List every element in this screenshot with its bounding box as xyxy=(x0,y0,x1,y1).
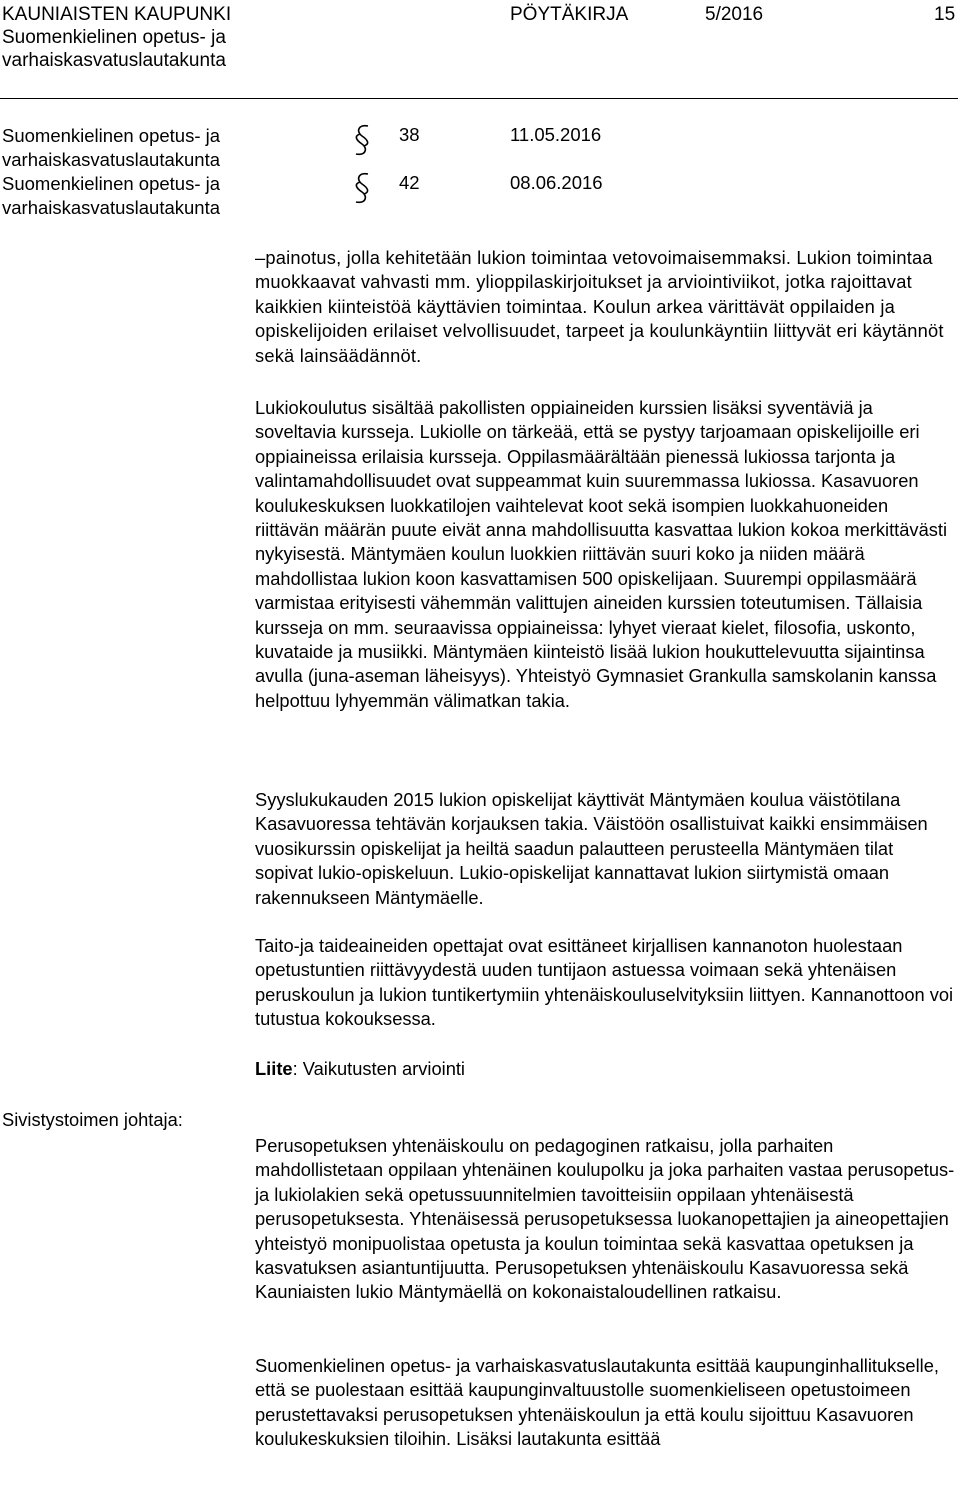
doc-type: PÖYTÄKIRJA xyxy=(510,4,629,25)
paragraph-5 xyxy=(255,1134,955,1305)
paragraph-text: Lukiokoulutus sisältää pakollisten oppiaineiden kurssien lisäksi syventäviä ja soveltavia kursseja. Lukiolle on tärkeää, että se pystyy tarjoamaan opiskelijoille eri oppiaineissa erilaisia kursseja. Oppilasmäärältään pienessä lukiossa tarjonta ja valintamahdollisuudet ovat suppeammat kuin suuremmassa lukiossa. Kasavuoren koulukeskuksen luokkatilojen vaihtelevat koot sekä isompien luokkahuoneiden riittävän määrän puute eivät anna mahdollisuutta kasvattaa lukion kokoa merkittävästi nykyisestä. Mäntymäen koulun luokkien riittävän suuri koko ja niiden määrä mahdollistaa lukion koon kasvattamisen 500 opiskelijaan. Suurempi oppilasmäärä varmistaa erityisesti vähemmän valittujen aineiden kurssien toteutumisen. Tällaisia kursseja on mm. seuraavissa oppiaineissa: lyhyet vieraat kielet, filosofia, uskonto, kuvataide ja musiikki. Mäntymäen kiinteistö lisää lukion houkuttelevuutta sijaintinsa avulla (juna-aseman läheisyys). Yhteistyö Gymnasiet Grankulla samskolanin kanssa helpottuu lyhyemmän välimatkan takia. xyxy=(255,397,948,711)
attachment-text: : Vaikutusten arviointi xyxy=(292,1058,465,1079)
paragraph-2 xyxy=(255,396,955,713)
doc-number: 5/2016 xyxy=(705,4,764,25)
org-line-3: varhaiskasvatuslautakunta xyxy=(2,50,226,71)
reference-body-line: Suomenkielinen opetus- ja xyxy=(2,173,221,194)
header-org xyxy=(2,3,231,72)
org-line-1: KAUNIAISTEN KAUPUNKI xyxy=(2,4,232,25)
section-symbol-icon xyxy=(348,170,376,206)
reference-body-2 xyxy=(2,172,242,219)
paragraph-text: Syyslukukauden 2015 lukion opiskelijat käyttivät Mäntymäen koulua väistötilana Kasavuoressa tehtävän korjauksen takia. Väistöön osallistuivat kaikki ensimmäisen vuosikurssin opiskelijat ja heiltä saadun palautteen perusteella Mäntymäen tilat sopivat lukio-opiskeluun. Lukio-opiskelijat kannattavat lukion siirtymistä omaan rakennukseen Mäntymäelle. xyxy=(255,789,928,908)
reference-body-line: Suomenkielinen opetus- ja xyxy=(2,125,221,146)
paragraph-text: –painotus, jolla kehitetään lukion toimintaa vetovoimaisemmaksi. Lukion toimintaa muokkaavat vahvasti mm. ylioppilaskirjoitukset ja arviointiviikot, jotka rajoittavat kaikkien kiinteistöä käyttävien toimintaa. Koulun arkea värittävät oppilaiden ja opiskelijoiden erilaiset velvollisuudet, tarpeet ja koulunkäyntiin liittyvät eri käytännöt sekä lainsäädännöt. xyxy=(255,247,944,366)
paragraph-6 xyxy=(255,1354,955,1452)
paragraph-3 xyxy=(255,788,955,910)
reference-body-line: varhaiskasvatuslautakunta xyxy=(2,196,221,218)
attachment-label: Liite xyxy=(255,1058,293,1079)
paragraph-1 xyxy=(255,246,955,368)
side-label-director: Sivistystoimen johtaja: xyxy=(2,1109,183,1130)
reference-body-1 xyxy=(2,124,242,171)
paragraph-4 xyxy=(255,934,955,1032)
reference-body-line: varhaiskasvatuslautakunta xyxy=(2,148,221,170)
org-line-2: Suomenkielinen opetus- ja xyxy=(2,27,226,48)
reference-date-2: 08.06.2016 xyxy=(510,172,603,193)
attachment-line xyxy=(255,1058,465,1080)
reference-section-1: 38 xyxy=(399,124,420,145)
page-number: 15 xyxy=(934,4,956,25)
reference-section-2: 42 xyxy=(399,172,420,193)
reference-date-1: 11.05.2016 xyxy=(510,124,602,145)
paragraph-text: Suomenkielinen opetus- ja varhaiskasvatuslautakunta esittää kaupunginhallitukselle, että se puolestaan esittää kaupunginvaltuustolle suomenkieliseen opetustoimeen perustettavaksi perusopetuksen yhtenäiskoulun ja että koulu sijoittuu Kasavuoren koulukeskuksien tiloihin. Lisäksi lautakunta esittää xyxy=(255,1355,939,1450)
header-divider xyxy=(0,98,958,99)
paragraph-text: Taito-ja taideaineiden opettajat ovat esittäneet kirjallisen kannanoton huolestaan opetustuntien riittävyydestä uuden tuntijaon astuessa voimaan sekä yhtenäisen peruskoulun ja lukion tuntikertymiin yhtenäiskouluselvityksiin liittyen. Kannanottoon voi tutustua kokouksessa. xyxy=(255,935,954,1030)
section-symbol-icon xyxy=(348,122,376,158)
paragraph-text: Perusopetuksen yhtenäiskoulu on pedagoginen ratkaisu, jolla parhaiten mahdollistetaan oppilaan yhtenäinen koulupolku ja joka parhaiten vastaa perusopetus- ja lukiolakien sekä opetussuunnitelmien tavoitteisiin oppilaan yhtenäisestä perusopetuksesta. Yhtenäisessä perusopetuksessa luokanopettajien ja aineopettajien yhteistyö monipuolistaa opetusta ja koulun toimintaa sekä kasvattaa opetuksen ja kasvatuksen asiantuntijuutta. Perusopetuksen yhtenäiskoulu Kasavuoressa sekä Kauniaisten lukio Mäntymäellä on kokonaistaloudellinen ratkaisu. xyxy=(255,1135,955,1303)
